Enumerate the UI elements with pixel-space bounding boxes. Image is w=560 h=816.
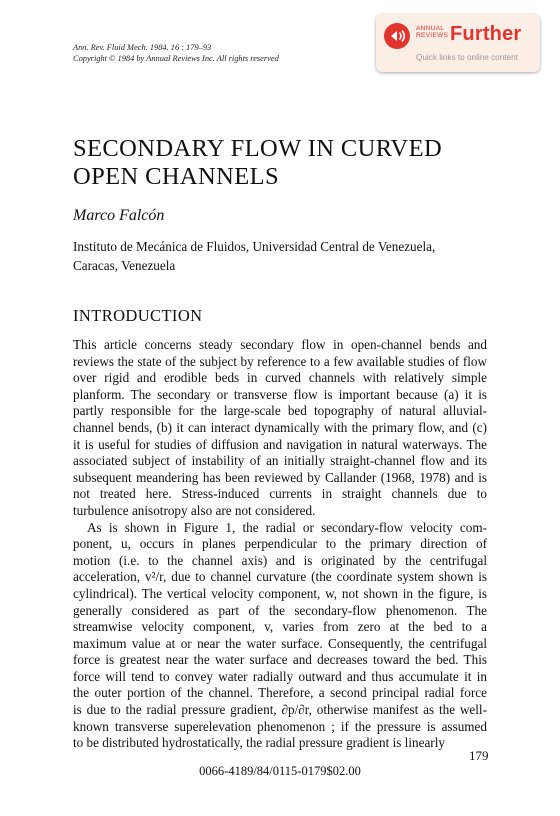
- section-heading: INTRODUCTION: [73, 306, 203, 325]
- affiliation-line-1: Instituto de Mecánica de Fluidos, Universidad Central de Venezuela,: [73, 239, 436, 254]
- body-line: planform. The secondary or transverse flow is important because (a) it is: [73, 386, 487, 402]
- body-line: it is useful for studies of diffusion and navigation in natural waterways. The: [73, 436, 487, 452]
- body-line: channel bends, (b) it can interact dynamically with the primary flow, and (c): [73, 419, 487, 435]
- footer-code: 0066-4189/84/0115-0179$02.00: [199, 764, 361, 778]
- annual-reviews-label: [416, 25, 448, 39]
- body-line: subsequent meandering has been reviewed by Callander (1968, 1978) and is: [73, 469, 487, 485]
- body-line: maximum value at or near the water surface. Consequently, the centrifugal: [73, 635, 487, 651]
- body-line: to be distributed hydrostatically, the radial pressure gradient is linearly: [73, 735, 445, 751]
- body-line: turbulence anisotropy also are not considered.: [73, 502, 316, 518]
- body-line: force is greatest near the water surface and decreases toward the bed. This: [73, 652, 487, 668]
- journal-line-1: Ann. Rev. Fluid Mech. 1984. 16 : 179–93: [73, 43, 212, 52]
- body-line: This article concerns steady secondary flow in open-channel bends and: [73, 337, 487, 352]
- article-title: [73, 135, 442, 191]
- body-line: reviews the state of the subject by reference to a few available studies of flow: [73, 353, 487, 369]
- body-line: force will tend to convey water radially outward and thus accumulate it in: [73, 668, 487, 684]
- journal-line-2: Copyright © 1984 by Annual Reviews Inc. All rights reserved: [73, 54, 279, 63]
- body-line: generally considered as part of the secondary-flow phenomenon. The: [73, 602, 487, 618]
- body-line: motion (i.e. to the channel axis) and is originated by the centrifugal: [73, 552, 487, 568]
- further-label[interactable]: Further: [450, 23, 522, 45]
- annual-word: ANNUAL: [416, 25, 445, 32]
- body-line: known transverse superelevation phenomenon ; if the pressure is assumed: [73, 718, 487, 734]
- body-line: is due to the radial pressure gradient, ∂p/∂r, otherwise manifest as the well-: [73, 702, 487, 718]
- annual-reviews-logo-icon: [384, 23, 410, 49]
- body-text: [73, 337, 487, 752]
- author-affiliation: [73, 237, 487, 275]
- title-line-1: SECONDARY FLOW IN CURVED: [73, 135, 443, 162]
- reviews-word: REVIEWS: [416, 32, 449, 39]
- body-line: acceleration, v²/r, due to channel curvature (the coordinate system shown is: [73, 569, 487, 585]
- page-number: 179: [469, 748, 489, 763]
- body-line: over rigid and erodible beds in curved channels with relatively simple: [73, 370, 487, 386]
- quick-links-label[interactable]: Quick links to online content: [416, 53, 518, 62]
- body-line: streamwise velocity component, v, varies from zero at the bed to a: [73, 619, 487, 635]
- body-line: cylindrical). The vertical velocity component, w, not shown in the figure, is: [73, 585, 487, 601]
- author-name: Marco Falcón: [73, 207, 165, 224]
- body-line: ponent, u, occurs in planes perpendicular to the primary direction of: [73, 536, 487, 552]
- journal-citation: [73, 42, 279, 64]
- body-line: partly responsible for the large-scale bed topography of natural alluvial-: [73, 403, 487, 419]
- body-line: As is shown in Figure 1, the radial or secondary-flow velocity com-: [87, 519, 487, 535]
- body-line: the outer portion of the channel. Therefore, a second principal radial force: [73, 685, 487, 701]
- further-links-badge[interactable]: [376, 14, 540, 72]
- body-line: associated subject of instability of an initially straight-channel flow and its: [73, 453, 487, 469]
- affiliation-line-2: Caracas, Venezuela: [73, 258, 176, 273]
- title-line-2: OPEN CHANNELS: [73, 163, 279, 190]
- body-line: not treated here. Stress-induced currents in straight channels due to: [73, 486, 487, 502]
